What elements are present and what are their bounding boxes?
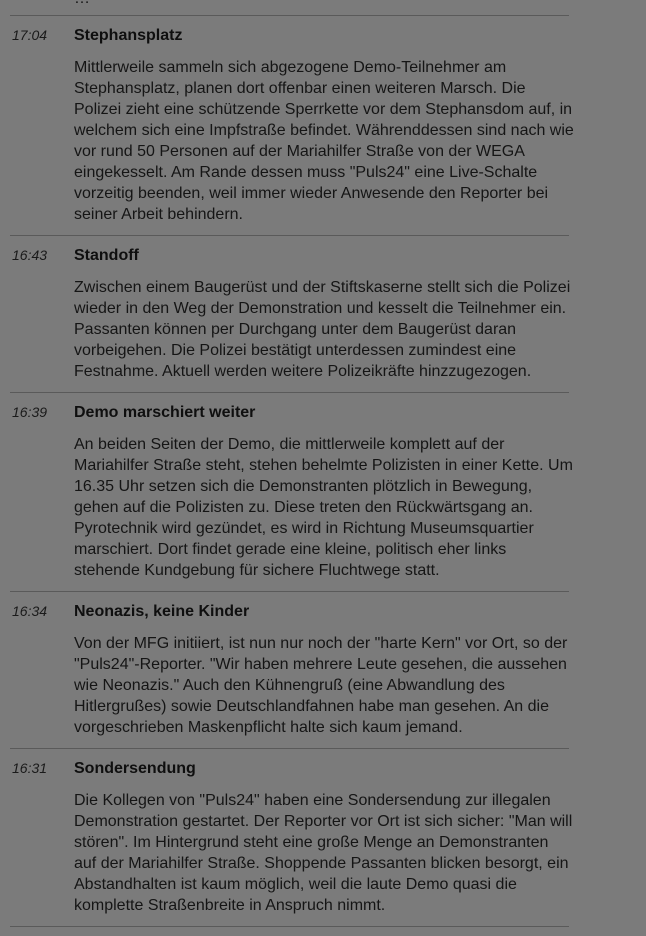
entry-time: 16:31 — [12, 760, 48, 776]
entry-title[interactable]: Neonazis, keine Kinder — [74, 603, 250, 620]
entry-title[interactable]: Standoff — [74, 247, 139, 264]
entry-time: 16:34 — [12, 603, 48, 619]
divider — [10, 748, 569, 749]
entry-title[interactable]: Stephansplatz — [74, 27, 183, 44]
divider — [10, 235, 569, 236]
divider — [10, 926, 569, 927]
entry-time: 17:04 — [12, 27, 48, 43]
entry-time: 16:43 — [12, 247, 48, 263]
previous-entry-fragment — [74, 0, 90, 9]
divider — [10, 15, 569, 16]
entry-title[interactable]: Demo marschiert weiter — [74, 404, 256, 421]
entry-body: Mittlerweile sammeln sich abgezogene Demo-Teilnehmer am Stephansplatz, planen dort offenbar einen weiteren Marsch. Die Polizei zieht eine schützende Sperrkette vor dem Stephansdom auf, in welchem sich eine Impfstraße befindet. Währenddessen sind nach wie vor rund 50 Personen auf der Mariahilfer Straße von der WEGA eingekesselt. Am Rande dessen muss "Puls24" eine Live-Schalte vorzeitig beenden, weil immer wieder Anwesende den Reporter bei seiner Arbeit behindern. — [74, 59, 574, 223]
entry-title[interactable]: Sondersendung — [74, 760, 196, 777]
entry-body: Zwischen einem Baugerüst und der Stiftskaserne stellt sich die Polizei wieder in den Weg der Demonstration und kesselt die Teilnehmer ein. Passanten können per Durchgang unter dem Baugerüst daran vorbeigehen. Die Polizei bestätigt unterdessen zumindest eine Festnahme. Aktuell werden weitere Polizeikräfte hinzzugezogen. — [74, 279, 571, 380]
entry-body: Die Kollegen von "Puls24" haben eine Sondersendung zur illegalen Demonstration gestartet. Der Reporter vor Ort ist sich sicher: "Man will stören". Im Hintergrund steht eine große Menge an Demonstranten auf der Mariahilfer Straße. Shoppende Passanten blicken besorgt, ein Abstandhalten ist kaum möglich, weil die laute Demo quasi die komplette Straßenbreite in Anspruch nimmt. — [74, 792, 573, 914]
divider — [10, 392, 569, 393]
entry-time: 16:39 — [12, 404, 48, 420]
entry-body: An beiden Seiten der Demo, die mittlerweile komplett auf der Mariahilfer Straße steht, stehen behelmte Polizisten in einer Kette. Um 16.35 Uhr setzen sich die Demonstranten plötzlich in Bewegung, gehen auf die Polizisten zu. Diese treten den Rückwärtsgang an. Pyrotechnik wird gezündet, es wird in Richtung Museumsquartier marschiert. Dort findet gerade eine kleine, politisch eher links stehende Kundgebung für sichere Fluchtwege statt. — [74, 436, 573, 579]
entry-body: Von der MFG initiiert, ist nun nur noch der "harte Kern" vor Ort, so der "Puls24"-Reporter. "Wir haben mehrere Leute gesehen, die aussehen wie Neonazis." Auch den Kühnengruß (eine Abwandlung des Hitlergrußes) sowie Deutschlandfahnen habe man gesehen. An die vorgeschrieben Maskenpflicht halte sich kaum jemand. — [74, 635, 568, 736]
divider — [10, 591, 569, 592]
